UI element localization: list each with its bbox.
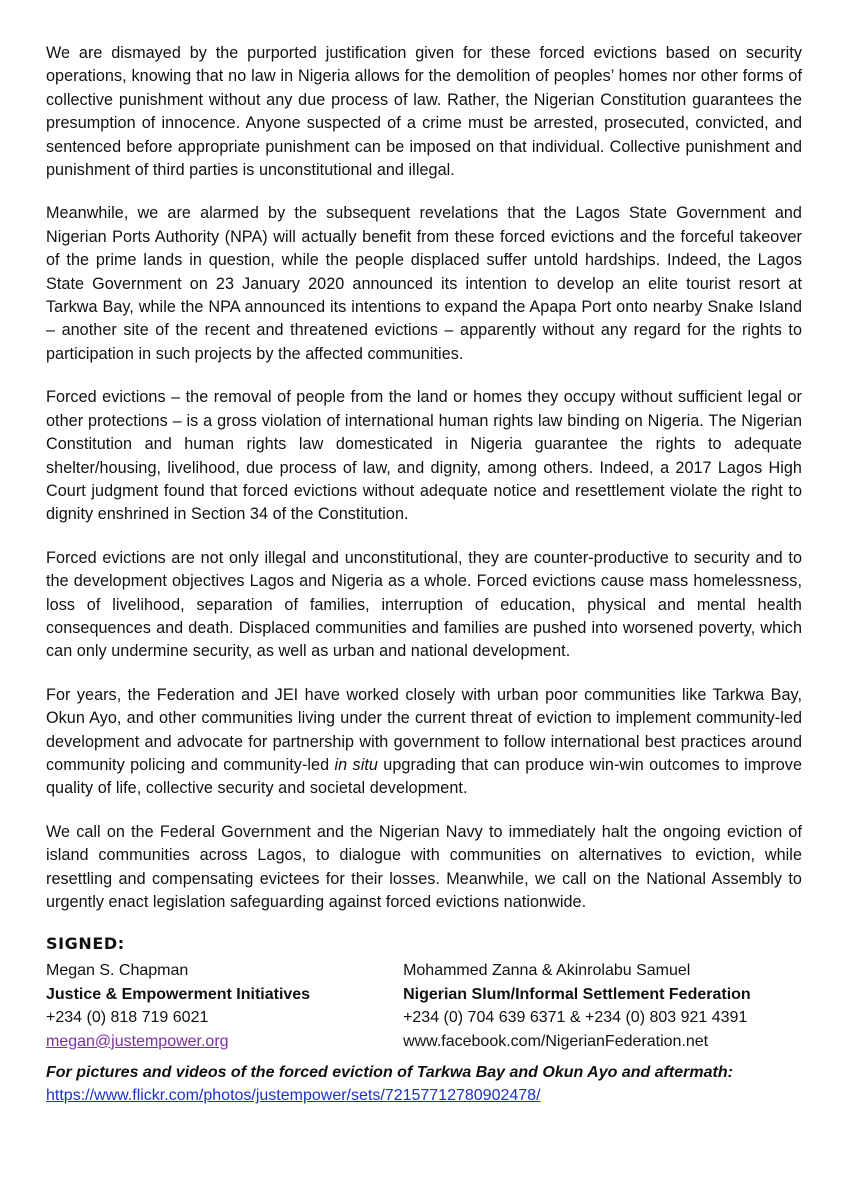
paragraph-human-rights: Forced evictions – the removal of people from the land or homes they occupy without sufficient legal or other protections – is a gross violation of international human rights law binding on Nigeria. The Nigerian Constitution and human rights law domesticated in Nigeria guarantee the rights to adequate shelter/housing, livelihood, due process of law, and dignity, among others. Indeed, a 2017 Lagos High Court judgment found that forced evictions without adequate notice and resettlement violate the right to dignity enshrined in Section 34 of the Constitution. [46,388,802,524]
paragraph-call-to-action: We call on the Federal Government and the Nigerian Navy to immediately halt the ongoing eviction of island communities across Lagos, to dialogue with communities on alternatives to eviction, while resettling and compensating evictees for their losses. Meanwhile, we call on the National Assembly to urgently enact legislation safeguarding against forced evictions nationwide. [46,822,802,911]
signatory-right-phone: +234 (0) 704 639 6371 & +234 (0) 803 921 4391 [403,1009,748,1027]
signatory-left-name: Megan S. Chapman [46,962,189,980]
signatory-left-phone: +234 (0) 818 719 6021 [46,1009,209,1027]
signatories [46,959,802,1053]
signatory-left [46,959,403,1053]
paragraph-community-work-italic: in situ [334,755,378,774]
signatory-left-email-link[interactable]: megan@justempower.org [46,1032,229,1050]
paragraph-community-work-part1: For years, the Federation and JEI have worked closely with urban poor communities like Tarkwa Bay, Okun Ayo, and other communities living under the current threat of eviction to implement community-led development and advocate for partnership with government to follow international best practices around community policing and community-led [46,685,802,774]
flickr-link[interactable]: https://www.flickr.com/photos/justempower/sets/72157712780902478/ [46,1087,541,1105]
signatory-right-name: Mohammed Zanna & Akinrolabu Samuel [403,962,691,980]
footer-note: For pictures and videos of the forced eviction of Tarkwa Bay and Okun Ayo and aftermath: [46,1064,733,1082]
paragraph-counter-productive: Forced evictions are not only illegal and unconstitutional, they are counter-productive to security and to the development objectives Lagos and Nigeria as a whole. Forced evictions cause mass homelessness, loss of livelihood, separation of families, interruption of education, physical and mental health consequences and death. Displaced communities and families are pushed into worsened poverty, which can only undermine security, as well as urban and national development. [46,548,802,661]
signatory-right-org: Nigerian Slum/Informal Settlement Federation [403,985,751,1003]
paragraph-security-justification: We are dismayed by the purported justification given for these forced evictions based on security operations, knowing that no law in Nigeria allows for the demolition of peoples’ homes nor other forms of collective punishment without any due process of law. Rather, the Nigerian Constitution guarantees the presumption of innocence. Anyone suspected of a crime must be arrested, prosecuted, convicted, and sentenced before appropriate punishment can be imposed on that individual. Collective punishment and punishment of third parties is unconstitutional and illegal. [46,44,802,180]
paragraph-community-work [46,684,802,801]
signatory-left-org: Justice & Empowerment Initiatives [46,985,311,1003]
signatory-right [403,959,802,1053]
signatory-right-web: www.facebook.com/NigerianFederation.net [403,1032,709,1050]
signed-heading: SIGNED: [46,934,125,954]
paragraph-land-takeover: Meanwhile, we are alarmed by the subsequent revelations that the Lagos State Government and Nigerian Ports Authority (NPA) will actually benefit from these forced evictions and the forceful takeover of the prime lands in question, while the people displaced suffer untold hardships. Indeed, the Lagos State Government on 23 January 2020 announced its intention to develop an elite tourist resort at Tarkwa Bay, while the NPA announced its intentions to expand the Apapa Port onto nearby Snake Island – another site of the recent and threatened evictions – apparently without any regard for the rights to participation in such projects by the affected communities. [46,204,802,363]
paragraph-community-work-part2: upgrading that can produce win-win outcomes to improve quality of life, collective security and societal development. [46,755,802,798]
